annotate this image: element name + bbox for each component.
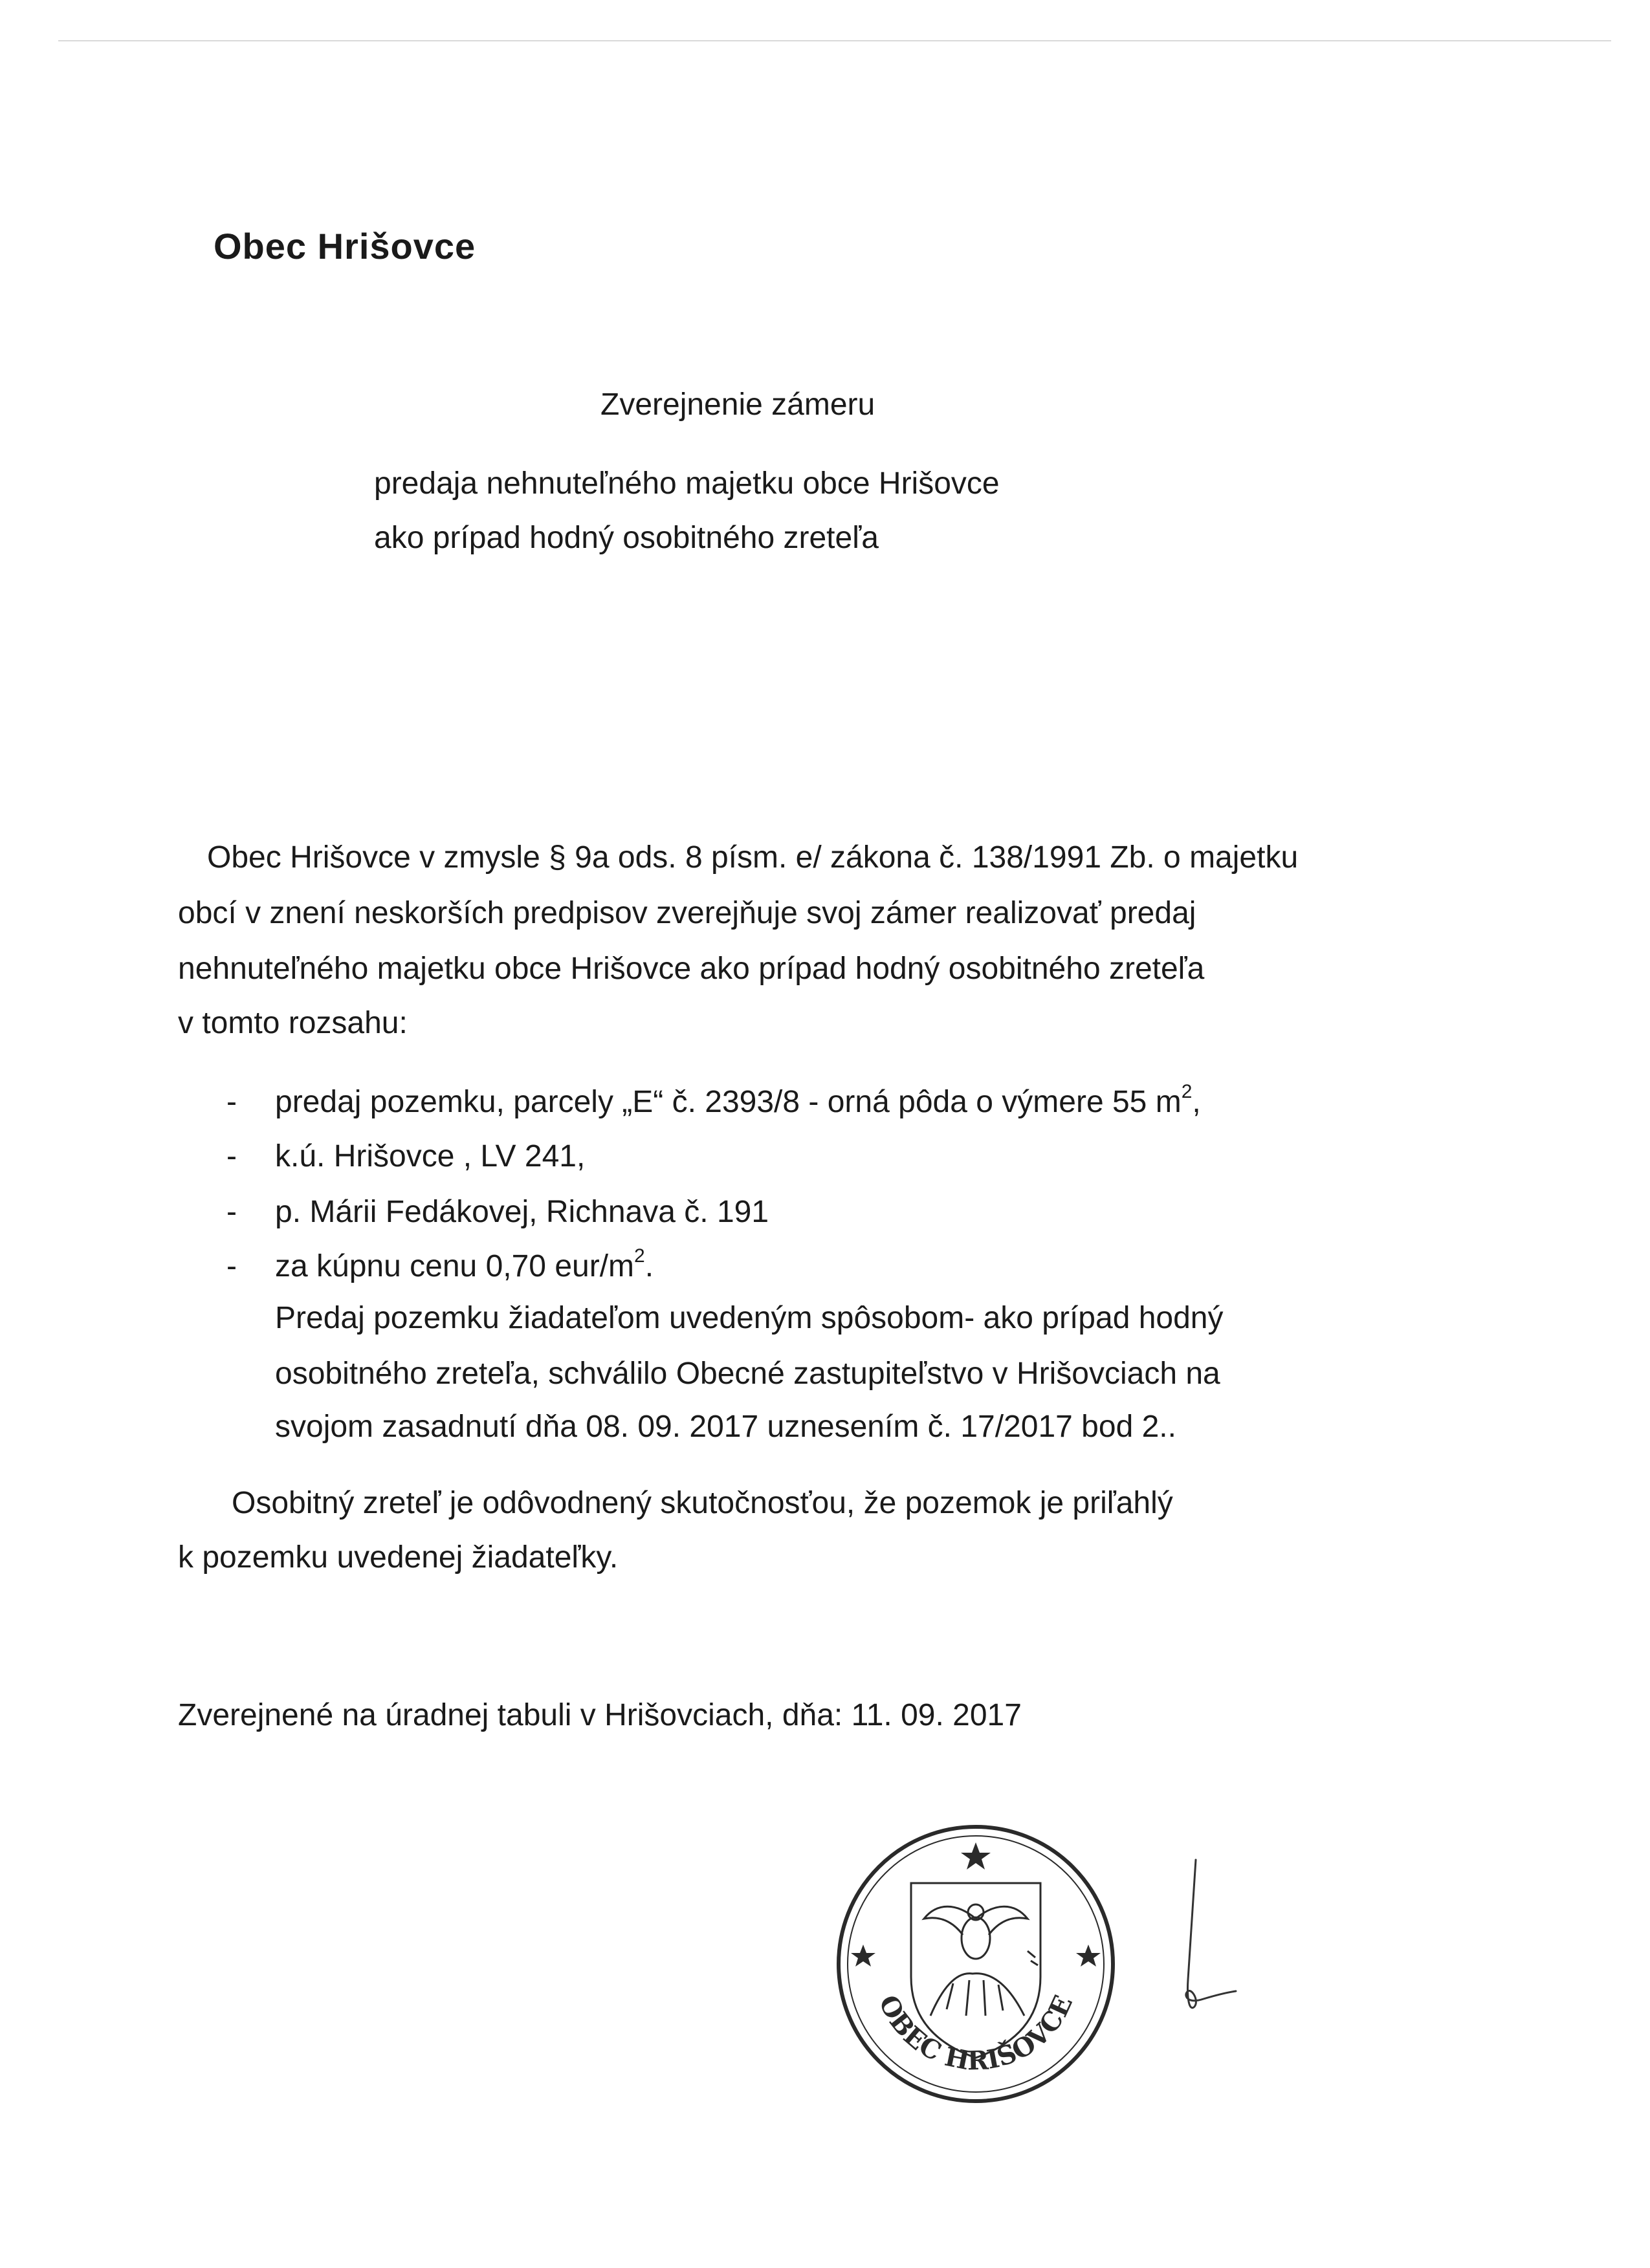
list-item-text: za kúpnu cenu 0,70 eur/m [275,1249,635,1283]
official-seal [833,1822,1118,2106]
superscript: 2 [634,1245,645,1267]
intro-line-4: v tomto rozsahu: [178,1006,408,1040]
list-item-cadastre: k.ú. Hrišovce , LV 241, [275,1139,586,1173]
subheading-line-2: ako prípad hodný osobitného zreteľa [374,521,879,555]
list-item-text: predaj pozemku, parcely „E“ č. 2393/8 - orná pôda o výmere 55 m [275,1085,1182,1119]
publication-note: Zverejnené na úradnej tabuli v Hrišovciach, dňa: 11. 09. 2017 [178,1698,1022,1732]
list-item-parcel [275,1081,1201,1120]
justification-line-1: Osobitný zreteľ je odôvodnený skutočnosťou, že pozemok je priľahlý [232,1486,1173,1520]
intro-line-3: nehnuteľného majetku obce Hrišovce ako prípad hodný osobitného zreteľa [178,952,1205,986]
list-item-punct: . [644,1249,654,1283]
list-item-buyer: p. Márii Fedákovej, Richnava č. 191 [275,1195,769,1229]
scan-edge-line [58,40,1611,41]
list-dash: - [226,1139,237,1173]
issuer-name: Obec Hrišovce [214,226,476,267]
list-dash: - [226,1085,237,1119]
seal-text: OBEC HRIŠOVCE [872,1990,1079,2077]
approval-line-2: osobitného zreteľa, schválilo Obecné zastupiteľstvo v Hrišovciach na [275,1357,1220,1391]
svg-text:OBEC HRIŠOVCE [873,1990,1079,2076]
justification-line-2: k pozemku uvedenej žiadateľky. [178,1540,619,1575]
approval-line-1: Predaj pozemku žiadateľom uvedeným spôsobom- ako prípad hodný [275,1301,1224,1335]
intro-line-1: Obec Hrišovce v zmysle § 9a ods. 8 písm. e/ zákona č. 138/1991 Zb. o majetku [207,840,1299,875]
list-dash: - [226,1249,237,1283]
superscript: 2 [1181,1081,1193,1102]
approval-line-3: svojom zasadnutí dňa 08. 09. 2017 uznesením č. 17/2017 bod 2.. [275,1410,1176,1444]
handwritten-signature-icon [1165,1857,1242,2025]
document-heading: Zverejnenie zámeru [600,387,875,422]
subheading-line-1: predaja nehnuteľného majetku obce Hrišovce [374,466,1000,501]
list-item-punct: , [1192,1085,1201,1119]
list-item-price [275,1245,654,1284]
list-dash: - [226,1195,237,1229]
intro-line-2: obcí v znení neskorších predpisov zverejňuje svoj zámer realizovať predaj [178,896,1196,930]
